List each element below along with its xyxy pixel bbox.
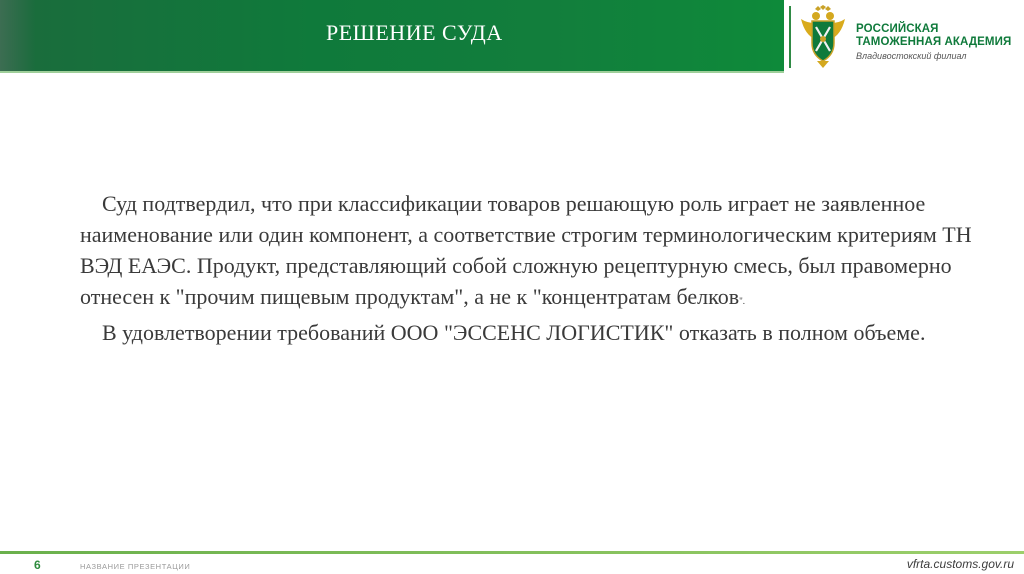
paragraph-text: Суд подтвердил, что при классификации товаров решающую роль играет не заявленное наименование или один компонент, а соответствие строгим терминологическим критериям ТН ВЭД ЕАЭС. Продукт, представляющий собой сложную рецептурную смесь, был правомерно отнесен к "прочим пищевым продуктам", а не к "концентратам белков (80, 191, 972, 309)
header-divider (0, 71, 784, 73)
verdict-paragraph: В удовлетворении требований ООО "ЭССЕНС ЛОГИСТИК" отказать в полном объеме. (102, 320, 926, 345)
footer-divider (0, 551, 1024, 554)
double-headed-eagle-icon (797, 5, 849, 69)
header-shade (0, 0, 36, 71)
logo-text-line3: Владивостокский филиал (856, 51, 967, 61)
slide-title: РЕШЕНИЕ СУДА (326, 20, 503, 45)
logo-text-line1: РОССИЙСКАЯ (856, 23, 939, 35)
slide-body (80, 188, 990, 348)
website-link[interactable]: vfrta.customs.gov.ru (906, 557, 1014, 571)
logo-text-line2: ТАМОЖЕННАЯ АКАДЕМИЯ (856, 36, 1012, 48)
logo-divider (789, 6, 791, 68)
presentation-name: НАЗВАНИЕ ПРЕЗЕНТАЦИИ (80, 562, 191, 571)
paragraph-end-mark: ". (739, 296, 746, 306)
page-number: 6 (34, 558, 41, 572)
court-decision-paragraph (80, 188, 990, 317)
